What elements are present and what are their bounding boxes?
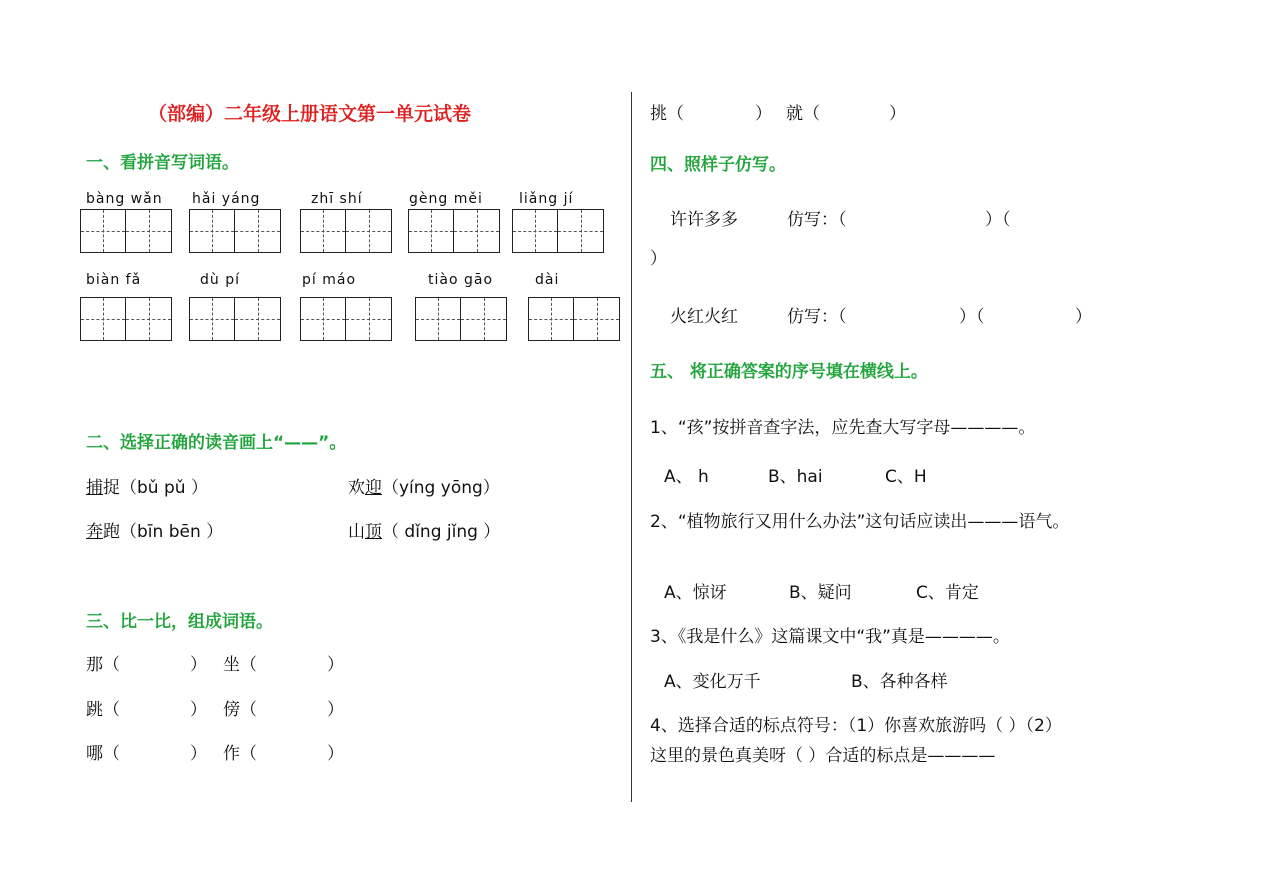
imitate-label: 仿写：（ xyxy=(787,210,847,230)
option[interactable]: B、各种各样 xyxy=(851,672,948,692)
reading-options: 捉（bǔ pǔ ） xyxy=(103,478,208,498)
question-3: 3、《我是什么》这篇课文中“我”真是————。 xyxy=(650,627,1010,647)
blank-close: ）（ xyxy=(985,210,1011,230)
blank-close: ） xyxy=(889,104,906,124)
option[interactable]: A、惊讶 xyxy=(664,583,727,603)
page-title: （部编）二年级上册语文第一单元试卷 xyxy=(148,103,472,125)
tianzige-grid[interactable] xyxy=(300,297,392,341)
tianzige-grid[interactable] xyxy=(408,209,500,253)
example-word: 火红火红 xyxy=(670,307,738,327)
blank-close: ） xyxy=(755,104,772,124)
option[interactable]: B、hai xyxy=(768,467,823,487)
option[interactable]: A、变化万千 xyxy=(664,672,761,692)
reading-item[interactable] xyxy=(86,473,208,498)
option[interactable]: C、肯定 xyxy=(916,583,979,603)
question-1: 1、“孩”按拼音查字法，应先查大写字母————。 xyxy=(650,418,1036,438)
reading-item[interactable] xyxy=(348,517,500,542)
underlined-char: 捕 xyxy=(86,478,103,498)
plain-char: 欢 xyxy=(348,478,365,498)
blank-close: ） xyxy=(327,744,344,764)
tianzige-grid[interactable] xyxy=(512,209,604,253)
option[interactable]: B、疑问 xyxy=(789,583,852,603)
tianzige-grid[interactable] xyxy=(300,209,392,253)
blank-close: ） xyxy=(190,655,207,675)
blank-close: ） xyxy=(327,655,344,675)
option[interactable]: C、H xyxy=(885,467,927,487)
pinyin-label: pí máo xyxy=(302,272,357,288)
blank-close: ） xyxy=(327,700,344,720)
blank-close: ） xyxy=(650,249,667,269)
imitate-label: 仿写：（ xyxy=(787,307,847,327)
pinyin-label: gèng měi xyxy=(409,191,483,207)
blank-close: ）（ xyxy=(959,307,985,327)
column-divider xyxy=(631,92,632,802)
tianzige-grid[interactable] xyxy=(80,209,172,253)
tianzige-grid[interactable] xyxy=(80,297,172,341)
section-2-heading: 二、选择正确的读音画上“——”。 xyxy=(86,433,347,453)
reading-item[interactable] xyxy=(86,517,223,542)
question-4-continued: 这里的景色真美呀（ ）合适的标点是———— xyxy=(650,746,996,766)
reading-options: （ dǐng jǐng ） xyxy=(382,522,501,542)
option[interactable]: A、 h xyxy=(664,467,709,487)
compare-word: 坐（ xyxy=(223,655,257,675)
compare-word: 哪（ xyxy=(86,744,120,764)
blank-close: ） xyxy=(190,700,207,720)
compare-word: 那（ xyxy=(86,655,120,675)
blank-close: ） xyxy=(1075,307,1092,327)
pinyin-label: hǎi yáng xyxy=(192,191,261,207)
underlined-char: 迎 xyxy=(365,478,382,498)
compare-word: 挑（ xyxy=(650,104,684,124)
reading-options: （yíng yōng） xyxy=(382,478,500,498)
section-1-heading: 一、看拼音写词语。 xyxy=(86,153,239,173)
pinyin-label: tiào gāo xyxy=(428,272,494,288)
compare-word: 作（ xyxy=(223,744,257,764)
question-4: 4、选择合适的标点符号：（1）你喜欢旅游吗（ ）（2） xyxy=(650,716,1062,736)
pinyin-label: zhī shí xyxy=(311,191,363,207)
compare-word: 就（ xyxy=(786,104,820,124)
compare-word: 跳（ xyxy=(86,700,120,720)
pinyin-label: dài xyxy=(535,272,560,288)
compare-word: 傍（ xyxy=(223,700,257,720)
pinyin-label: bàng wǎn xyxy=(86,191,163,207)
question-2: 2、“植物旅行又用什么办法”这句话应读出———语气。 xyxy=(650,512,1070,532)
reading-options: 跑（bīn bēn ） xyxy=(103,522,224,542)
pinyin-label: biàn fǎ xyxy=(86,272,142,288)
tianzige-grid[interactable] xyxy=(189,297,281,341)
underlined-char: 顶 xyxy=(365,522,382,542)
reading-item[interactable] xyxy=(348,473,500,498)
pinyin-label: dù pí xyxy=(200,272,240,288)
pinyin-label: liǎng jí xyxy=(519,191,574,207)
tianzige-grid[interactable] xyxy=(415,297,507,341)
plain-char: 山 xyxy=(348,522,365,542)
underlined-char: 奔 xyxy=(86,522,103,542)
example-word: 许许多多 xyxy=(670,210,738,230)
section-3-heading: 三、比一比，组成词语。 xyxy=(86,612,273,632)
tianzige-grid[interactable] xyxy=(189,209,281,253)
section-5-heading: 五、 将正确答案的序号填在横线上。 xyxy=(650,362,928,382)
tianzige-grid[interactable] xyxy=(528,297,620,341)
blank-close: ） xyxy=(190,744,207,764)
section-4-heading: 四、照样子仿写。 xyxy=(650,155,786,175)
